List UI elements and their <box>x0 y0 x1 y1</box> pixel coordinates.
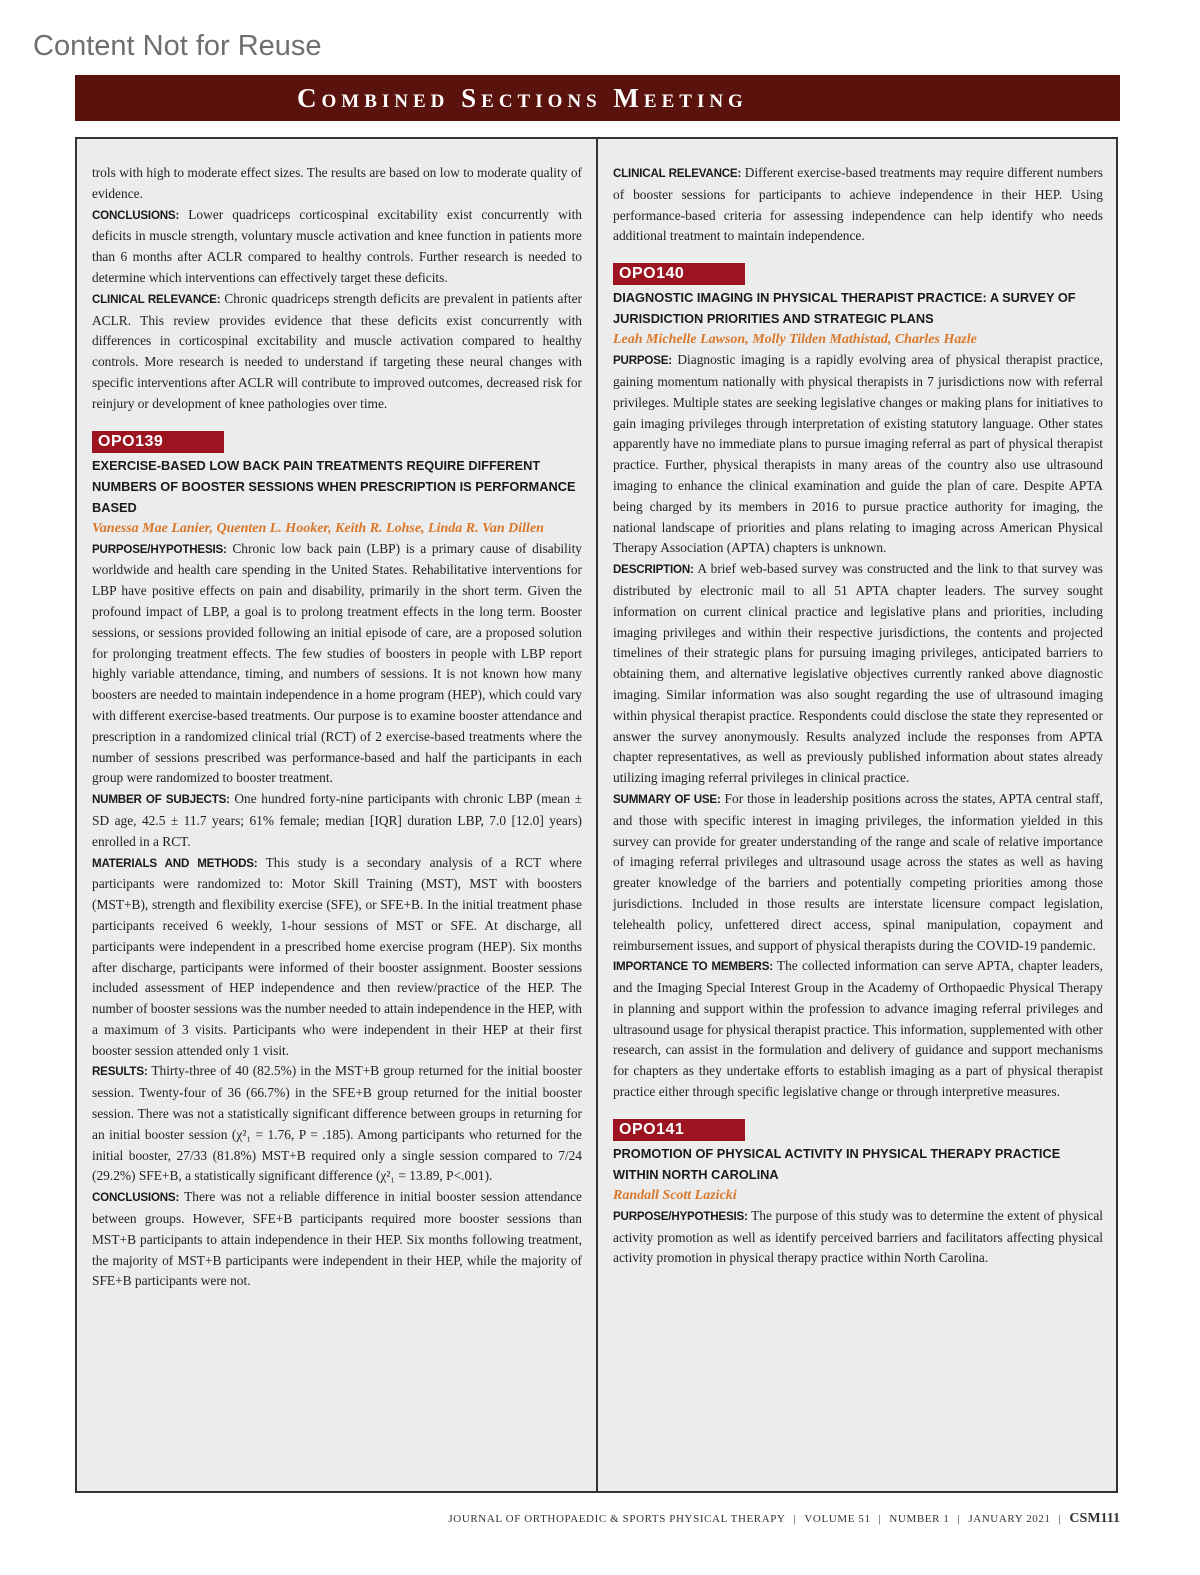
section-text: Chronic low back pain (LBP) is a primary cause of disability worldwide and health care spending in the United States. Rehabilitative interventions for LBP have positive effects on pain and disability, primarily in the short term. Given the profound impact of LBP, a goal is to prolong treatment effects in the long term. Booster sessions, or sessions provided following an initial episode of care, are a proposed solution for prolonging treatment effects. The few studies of boosters in people with LBP report highly variable attendance, timing, and numbers of sessions. It is not known how many boosters are needed to maintain independence in a home program (HEP), which could vary with different exercise-based treatments. Our purpose is to examine booster attendance and prescription in a randomized clinical trial (RCT) of 2 exercise-based treatments where the number of sessions prescribed was performance-based and half the participants in each group were randomized to booster treatment. <box>92 540 582 786</box>
section-banner <box>75 75 1120 121</box>
abstract-title: DIAGNOSTIC IMAGING IN PHYSICAL THERAPIST PRACTICE: A SURVEY OF JURISDICTION PRIORITIES AND STRATEGIC PLANS <box>613 290 1076 327</box>
abstract-code-badge: OPO140 <box>613 263 745 285</box>
section-label: RESULTS: <box>92 1065 148 1079</box>
section-text: The collected information can serve APTA, chapter leaders, and the Imaging Special Interest Group in the Academy of Orthopaedic Physical Therapy in planning and support within the profession to advance imaging referral privileges and ultrasound usage for physical therapist practice. This information, supplemented with other research, can assist in the formulation and delivery of guidance and support mechanisms for chapters as they undertake efforts to establish imaging as a part of physical therapist practice either through specific legislative change or through interpretive measures. <box>613 958 1103 1100</box>
section-label: MATERIALS AND METHODS: <box>92 856 258 870</box>
clinical-relevance-paragraph <box>92 289 582 415</box>
abstract-authors: Leah Michelle Lawson, Molly Tilden Mathistad, Charles Hazle <box>613 332 977 348</box>
purpose-paragraph <box>613 1206 1103 1269</box>
section-text: This study is a secondary analysis of a RCT where participants were randomized to: Motor Skill Training (MST), MST with boosters (MST+B), strength and flexibility exercise (SFE), or SFE+B. In the initial treatment phase participants received 6 weekly, 1-hour sessions of MST or SFE. At discharge, all participants were independent in a prescribed home exercise program (HEP). Six months after discharge, participants were informed of their booster assignment. Booster sessions included assessment of HEP independence and then review/practice of the HEP. The number of booster sessions was the number needed to attain independence in the HEP, with a maximum of 3 visits. Participants who were independent in their HEP at their first booster session attended only 1 visit. <box>92 854 583 1058</box>
section-label: DESCRIPTION: <box>613 563 694 577</box>
importance-paragraph <box>613 956 1103 1103</box>
abstract-code-badge: OPO141 <box>613 1119 745 1141</box>
footer-journal: JOURNAL OF ORTHOPAEDIC & SPORTS PHYSICAL THERAPY <box>448 1513 786 1525</box>
abstract-authors: Vanessa Mae Lanier, Quenten L. Hooker, Keith R. Lohse, Linda R. Van Dillen <box>92 520 544 536</box>
description-paragraph <box>613 559 1103 789</box>
section-text: Chronic quadriceps strength deficits are prevalent in patients after ACLR. This review provides evidence that these deficits exist concurrently with differences in corticospinal excitability and muscle activation compared to healthy controls. More research is needed to understand if targeting these neural changes with specific interventions after ACLR will contribute to improved outcomes, decreased risk for reinjury or development of knee pathologies over time. <box>92 290 583 411</box>
clinical-relevance-paragraph <box>613 163 1103 247</box>
section-text: For those in leadership positions across the states, APTA central staff, and those with specific interest in imaging privileges, the information yielded in this survey can provide for greater understanding of the range and scale of relative importance of imaging referral privileges and ultrasound usage across the states as well as having greater knowledge of the barriers and potentially competing priorities among those jurisdictions. Included in those results are interstate licensure compact legislation, telehealth policy, unfettered direct access, spinal manipulation, copayment and reimbursement issues, and support of physical therapists during the COVID-19 pandemic. <box>613 790 1103 953</box>
abstract-title: EXERCISE-BASED LOW BACK PAIN TREATMENTS REQUIRE DIFFERENT NUMBERS OF BOOSTER SESSIONS WHEN PRESCRIPTION IS PERFORMANCE BASED <box>92 457 576 515</box>
section-text: Lower quadriceps corticospinal excitability exist concurrently with deficits in muscle strength, voluntary muscle activation and knee function in patients more than 6 months after ACLR compared to healthy controls. Further research is needed to determine which interventions can effectively target these deficits. <box>92 206 582 285</box>
purpose-paragraph <box>92 539 582 790</box>
section-label: CONCLUSIONS: <box>92 208 180 222</box>
section-label: IMPORTANCE TO MEMBERS: <box>613 960 773 974</box>
section-text: One hundred forty-nine participants with chronic LBP (mean ± SD age, 42.5 ± 11.7 years; 61% female; median [IQR] duration LBP, 7.0 [12.0] years) enrolled in a RCT. <box>92 791 582 849</box>
content-frame <box>75 137 1118 1493</box>
banner-title: Combined Sections Meeting <box>297 82 748 113</box>
section-text: Diagnostic imaging is a rapidly evolving area of physical therapist practice, gaining momentum nationally with physical therapists in 7 jurisdictions now with referral privileges. Multiple states are seeking legislative changes or making plans for initiatives to gain imaging privileges through interpretation of existing statutory language. Other states apparently have no immediate plans to pursue imaging referral as part of physical therapist practice. Further, physical therapists in many areas of the country also use ultrasound imaging to enhance the clinical examination and guide the plan of care. Despite APTA being charged by its members in 2016 to pursue practice authority for imaging, the national landscape of priorities and plans relating to imaging across American Physical Therapy Association (APTA) chapters is unknown. <box>613 352 1103 556</box>
column-divider <box>596 139 598 1491</box>
section-text: Different exercise-based treatments may require different numbers of booster sessions for participants to achieve independence in their HEP. Using performance-based criteria for assessing independence can help identify who needs additional treatment to maintain independence. <box>613 165 1103 244</box>
abstract-authors: Randall Scott Lazicki <box>613 1187 737 1203</box>
conclusions-paragraph <box>92 205 582 289</box>
section-label: PURPOSE/HYPOTHESIS: <box>613 1209 748 1223</box>
section-label: SUMMARY OF USE: <box>613 792 721 806</box>
left-column <box>92 163 582 1292</box>
section-text: A brief web-based survey was constructed and the link to that survey was distributed by electronic mail to all 51 APTA chapter leaders. The survey sought information on current clinical practice and legislative plans and priorities, including imaging privileges and within their respective jurisdictions, the contents and projected timelines of their strategic plans for pursuing imaging privileges, anticipated barriers to obtaining them, and alternative legislative objectives currently ranked above diagnostic imaging. Similar information was also sought regarding the use of ultrasound imaging within physical therapist practice. Respondents could disclose the state they represented or answer the survey anonymously. Results analyzed include the responses from APTA chapter representatives, as well as previously published information about states already utilizing imaging referral privileges in clinical practice. <box>613 561 1103 786</box>
subjects-paragraph <box>92 789 582 852</box>
methods-paragraph <box>92 853 582 1062</box>
abstract-code-badge: OPO139 <box>92 431 224 453</box>
section-label: CLINICAL RELEVANCE: <box>613 167 742 180</box>
abstract-opo140 <box>613 247 1103 1103</box>
watermark-text: Content Not for Reuse <box>33 30 322 62</box>
footer-number: NUMBER 1 <box>889 1513 950 1525</box>
section-text: There was not a reliable difference in initial booster session attendance between groups. However, SFE+B participants required more booster sessions than MST+B participants to attain independence in their HEP. Six months following treatment, the majority of MST+B participants were independent in their HEP, while the majority of SFE+B participants were not. <box>92 1189 582 1289</box>
footer-volume: VOLUME 51 <box>804 1513 871 1525</box>
section-label: NUMBER OF SUBJECTS: <box>92 793 230 807</box>
section-text: Thirty-three of 40 (82.5%) in the MST+B group returned for the initial booster session. Twenty-four of 36 (66.7%) in the SFE+B group returned for the initial booster session. There was not a statistically significant difference between groups in returning for an initial booster session (χ²₁ = 1.76, P = .185). Among participants who returned for the initial booster, 27/33 (81.8%) MST+B required only a single session compared to 7/24 (29.2%) SFE+B, a statistically significant difference (χ²₁ = 13.89, P<.001). <box>92 1063 582 1184</box>
section-label: PURPOSE/HYPOTHESIS: <box>92 542 227 556</box>
summary-paragraph <box>613 789 1103 956</box>
abstract-opo141 <box>613 1103 1103 1269</box>
section-label: CONCLUSIONS: <box>92 1191 180 1205</box>
section-text: The purpose of this study was to determine the extent of physical activity promotion as well as identify perceived barriers and facilitators affecting physical activity promotion in physical therapy practice within North Carolina. <box>613 1207 1103 1266</box>
abstract-title: PROMOTION OF PHYSICAL ACTIVITY IN PHYSICAL THERAPY PRACTICE WITHIN NORTH CAROLINA <box>613 1145 1061 1182</box>
section-label: CLINICAL RELEVANCE: <box>92 292 221 306</box>
continued-text: trols with high to moderate effect sizes. The results are based on low to moderate quality of evidence. <box>92 165 582 201</box>
conclusions-paragraph <box>92 1187 582 1292</box>
right-column <box>613 163 1103 1269</box>
results-paragraph <box>92 1061 582 1187</box>
footer-date: JANUARY 2021 <box>968 1513 1051 1525</box>
footer-page-number: CSM111 <box>1069 1511 1120 1526</box>
abstract-opo139 <box>92 415 582 1293</box>
section-label: PURPOSE: <box>613 354 672 368</box>
purpose-paragraph <box>613 350 1103 559</box>
page-footer: JOURNAL OF ORTHOPAEDIC & SPORTS PHYSICAL THERAPY | VOLUME 51 | NUMBER 1 | JANUARY 2021 | CSM111 <box>448 1511 1120 1526</box>
